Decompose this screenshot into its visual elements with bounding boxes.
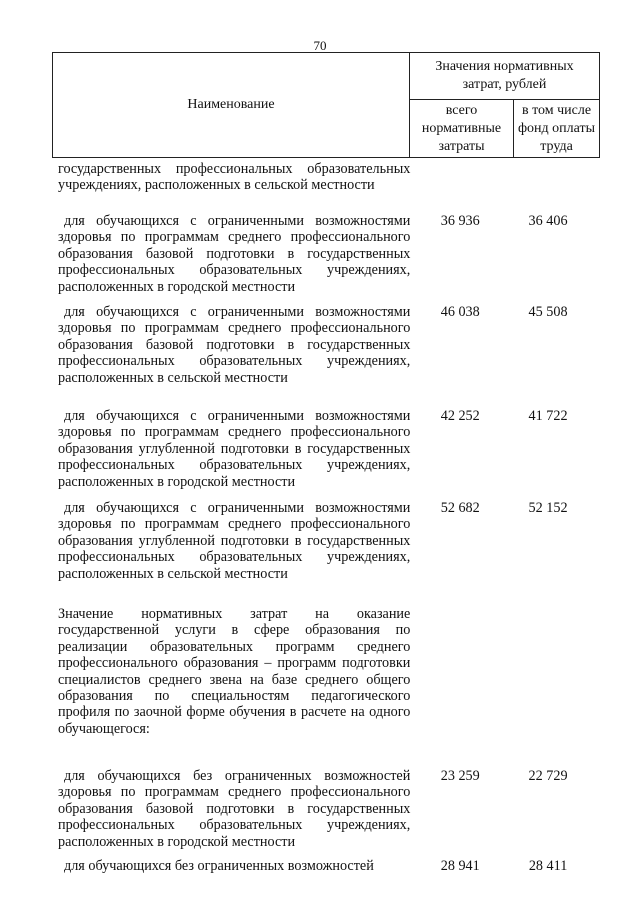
row-text: государственных профессиональных образовательных учреждениях, расположенных в сельской местности xyxy=(58,161,411,194)
header-group-cell: Значения нормативных затрат, рублей xyxy=(410,53,600,100)
row-text: для обучающихся с ограниченными возможностями здоровья по программам среднего профессионального образования базовой подготовки в государственных профессиональных образовательных учреждениях, расположенных в сельской местности xyxy=(58,304,411,386)
table-row xyxy=(58,213,588,304)
row-total-value: 36 936 xyxy=(440,213,480,229)
table-row xyxy=(58,500,588,606)
row-text: Значение нормативных затрат на оказание государственной услуги в сфере образования по реализации образовательных программ среднего профессионального образования – программ подготовки специалистов среднего звена на базе среднего общего образования по специальностям педагогического профиля по заочной форме обучения в расчете на одного обучающегося: xyxy=(58,606,411,737)
row-fund-value: 36 406 xyxy=(528,213,568,229)
header-total-cell: всего нормативные затраты xyxy=(410,100,514,158)
table-row xyxy=(58,408,588,500)
row-total-value: 52 682 xyxy=(440,500,480,516)
row-total-value: 28 941 xyxy=(440,858,480,874)
row-text: для обучающихся с ограниченными возможностями здоровья по программам среднего профессионального образования базовой подготовки в государственных профессиональных образовательных учреждениях, расположенных в городской местности xyxy=(58,213,411,295)
table-row xyxy=(58,768,588,858)
row-fund-value: 22 729 xyxy=(528,768,568,784)
row-fund-value: 28 411 xyxy=(528,858,568,874)
page-number: 70 xyxy=(313,38,327,53)
row-fund-value: 41 722 xyxy=(528,408,568,424)
row-total-value: 42 252 xyxy=(440,408,480,424)
table-body xyxy=(58,161,588,878)
row-text: для обучающихся без ограниченных возможностей здоровья по программам среднего профессионального образования базовой подготовки в государственных профессиональных образовательных учреждениях, расположенных в городской местности xyxy=(58,768,411,850)
row-text: для обучающихся без ограниченных возможностей xyxy=(64,858,374,874)
row-total-value: 23 259 xyxy=(440,768,480,784)
row-fund-value: 45 508 xyxy=(528,304,568,320)
row-text: для обучающихся с ограниченными возможностями здоровья по программам среднего профессионального образования углубленной подготовки в государственных профессиональных образовательных учреждениях, расположенных в городской местности xyxy=(58,408,411,490)
row-total-value: 46 038 xyxy=(440,304,480,320)
row-fund-value: 52 152 xyxy=(528,500,568,516)
table-row xyxy=(58,161,588,213)
table-row xyxy=(58,304,588,408)
header-fund-cell: в том числе фонд оплаты труда xyxy=(514,100,600,158)
row-text: для обучающихся с ограниченными возможностями здоровья по программам среднего профессионального образования углубленной подготовки в государственных профессиональных образовательных учреждениях, расположенных в сельской местности xyxy=(58,500,411,582)
table-row xyxy=(58,858,588,878)
table-header xyxy=(52,52,600,158)
header-name-cell: Наименование xyxy=(53,53,410,158)
table-row xyxy=(58,606,588,768)
